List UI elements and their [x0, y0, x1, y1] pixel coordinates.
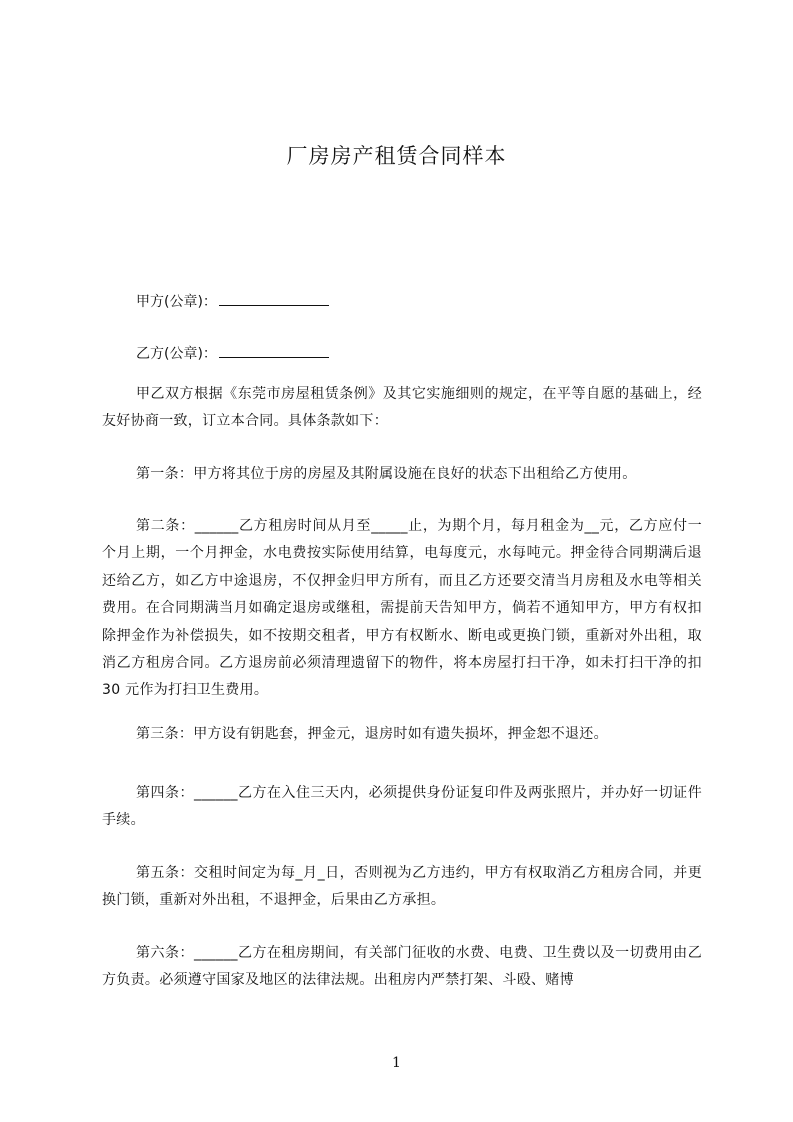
party-a-signature-line: [136, 292, 329, 312]
clause-6: 第六条：______乙方在租房期间，有关部门征收的水费、电费、卫生费以及一切费用由乙方负责。必须遵守国家及地区的法律法规。出租房内严禁打架、斗殴、赌博: [102, 945, 702, 989]
party-b-blank: [219, 344, 329, 358]
clause-5: 第五条：交租时间定为每_月_日，否则视为乙方违约，甲方有权取消乙方租房合同，并更换门锁，重新对外出租，不退押金，后果由乙方承担。: [102, 865, 702, 909]
clause-2: 第二条：______乙方租房时间从月至_____止，为期个月，每月租金为__元，乙方应付一个月上期，一个月押金，水电费按实际使用结算，电每度元，水每吨元。押金待合同期满后退还给乙方，如乙方中途退房，不仅押金归甲方所有，而且乙方还要交清当月房租及水电等相关费用。在合同期满当月如确定退房或继租，需提前天告知甲方，倘若不通知甲方，甲方有权扣除押金作为补偿损失，如不按期交租者，甲方有权断水、断电或更换门锁，重新对外出租，取消乙方租房合同。乙方退房前必须清理遗留下的物件，将本房屋打扫干净，如未打扫干净的扣 30 元作为打扫卫生费用。: [102, 518, 702, 699]
party-b-label: 乙方(公章)：: [136, 346, 217, 362]
party-b-signature-line: [136, 344, 329, 364]
clause-4: 第四条：______乙方在入住三天内，必须提供身份证复印件及两张照片，并办好一切证件手续。: [102, 785, 702, 829]
clause-3: 第三条：甲方设有钥匙套，押金元，退房时如有遗失损坏，押金恕不退还。: [136, 726, 608, 742]
intro-paragraph: 甲乙双方根据《东莞市房屋租赁条例》及其它实施细则的规定，在平等自愿的基础上，经友好协商一致，订立本合同。具体条款如下：: [102, 386, 702, 430]
party-a-blank: [219, 292, 329, 306]
document-title: 厂房房产租赁合同样本: [286, 144, 507, 168]
party-a-label: 甲方(公章)：: [136, 294, 217, 310]
page-number: 1: [392, 1055, 401, 1071]
clause-1: 第一条：甲方将其位于房的房屋及其附属设施在良好的状态下出租给乙方使用。: [136, 466, 637, 482]
